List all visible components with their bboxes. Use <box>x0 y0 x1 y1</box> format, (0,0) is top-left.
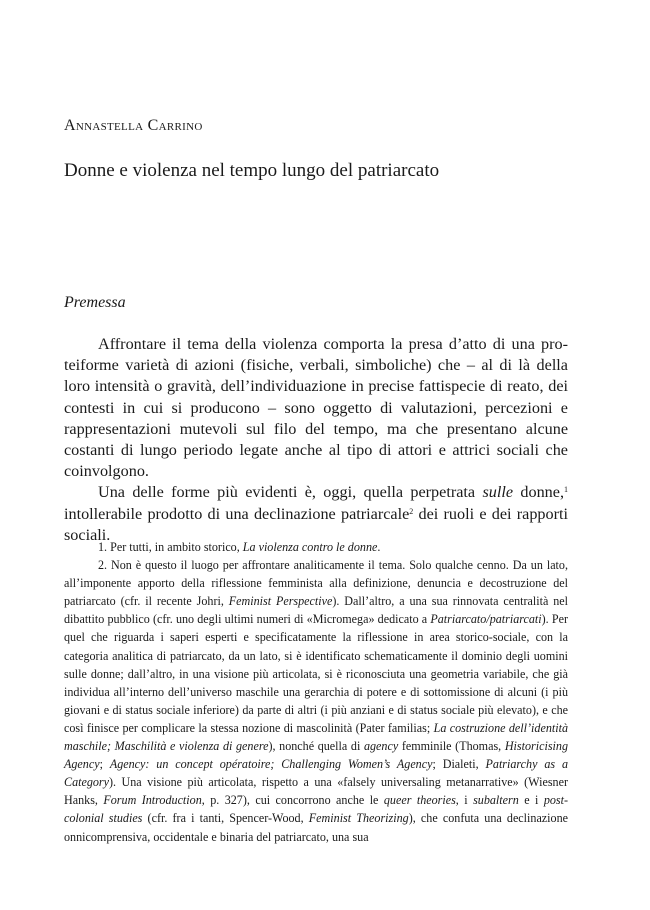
footnotes <box>64 538 568 846</box>
fn2-seg: e i <box>518 793 544 808</box>
fn2-seg-italic: Patriarcato/patriarcati <box>430 612 542 627</box>
fn2-seg: ). Dall’altro, a una sua rinnovata centralità nel dibattito pubblico (cfr. uno degli ultimi numeri di «Micromega» dedicato a <box>64 594 568 627</box>
author-rest-last: arrino <box>158 117 203 134</box>
section-heading: Premessa <box>64 294 126 311</box>
fn2-seg: (cfr. fra i tanti, Spencer-Wood, <box>142 811 309 826</box>
fn2-seg: ; Dialeti, <box>432 757 486 772</box>
fn2-seg: ). Per quel che riguarda i saperi esperti e specificatamente la riflessione in area storico-sociale, con la categoria analitica di patriarcato, da un lato, si è identificato schematicamente il dominio degli uomini sulle donne; dall’altro, in una visione più articolata, si è riconosciuta una geometria variabile, che già individua all’interno dell’universo maschile una gerarchia di potere e di sottomissione di alcuni (i più giovani e di status sociale inferiore) da parte di altri (i più anziani e di status sociale più elevato), e che così finisce per complicare la stessa nozione di mascolinità (Pater familias; <box>64 612 568 735</box>
fn2-seg-italic: La costruzione dell’identità maschile; Maschilità e violenza di genere <box>64 720 568 754</box>
fn1-text-b: . <box>377 540 381 554</box>
footnote-ref-1: 1 <box>564 485 568 495</box>
p2-text-b: donne, <box>513 483 564 502</box>
p2-text-d: dei ruoli e dei rapporti sociali. <box>64 504 568 544</box>
fn2-seg-italic: subaltern <box>473 793 519 808</box>
body-text <box>64 334 568 546</box>
fn1-text-a: 1. Per tutti, in ambito storico, <box>98 540 243 554</box>
fn2-seg: ; <box>99 757 110 772</box>
body-paragraph-2 <box>64 482 568 546</box>
footnote-1 <box>64 538 568 556</box>
fn2-seg-italic: Forum Introduction <box>103 793 202 808</box>
fn2-seg-italic: Feminist Theorizing <box>308 811 409 826</box>
footnote-ref-2: 2 <box>409 506 414 516</box>
fn2-seg: 2. Non è questo il luogo per affrontare analiticamente il tema. Solo qualche cenno. Da un lato, all’imponente apporto della riflessione femminista alla definizione, denuncia e decostruzione del patriarcato (cfr. il recente Johri, <box>64 558 568 609</box>
p2-text-a: Una delle forme più evidenti è, oggi, quella perpetrata <box>98 483 483 502</box>
fn2-seg: ). Una visione più articolata, rispetto a una «falsely universaling metanarrative» (Wiesner Hanks, <box>64 775 568 808</box>
fn2-seg: ), nonché quella di <box>268 739 364 754</box>
fn2-seg-italic: queer theories <box>383 793 456 808</box>
author-rest-first: nnastella <box>75 117 144 134</box>
p2-italic: sulle <box>482 483 514 502</box>
fn2-seg-italic: post-colonial studies <box>64 793 568 826</box>
fn2-seg: femminile (Thomas, <box>398 739 505 754</box>
fn2-seg-italic: agency <box>363 739 399 754</box>
fn2-seg-italic: Agency: un concept opératoire; Challenging Women’s Agency <box>109 757 433 772</box>
p2-text-c: intollerabile prodotto di una declinazione patriarcale <box>64 504 410 523</box>
footnote-2 <box>64 556 568 846</box>
author-initial-first: A <box>64 117 76 134</box>
author-initial-last: C <box>147 117 159 134</box>
fn1-italic: La violenza contro le donne <box>242 540 378 554</box>
body-paragraph-1: Affrontare il tema della violenza comporta la presa d’atto di una proteiforme varietà di azioni (fisiche, verbali, simboliche) che – al di là della loro intensità o gravità, dell’individuazione in precise fattispecie di reato, dei contesti in cui si producono – sono oggetto di valutazioni, percezioni e rappresentazioni mutevoli sul filo del tempo, ma che presentano alcune costanti di lungo periodo legate anche al tipo di attori e attrici sociali che coinvolgono. <box>64 335 568 481</box>
fn2-seg-italic: Historicising Agency <box>64 739 568 772</box>
fn2-seg-italic: Patriarchy as a Category <box>64 757 568 790</box>
article-title: Donne e violenza nel tempo lungo del patriarcato <box>64 160 440 181</box>
fn2-seg-italic: Feminist Perspective <box>228 594 333 609</box>
fn2-seg: ), che confuta una declinazione onnicomprensiva, occidentale e binaria del patriarcato, una sua <box>64 811 568 844</box>
fn2-seg: , i <box>455 793 474 808</box>
fn2-seg: , p. 327), cui concorrono anche le <box>201 793 384 808</box>
author-name <box>64 117 203 135</box>
